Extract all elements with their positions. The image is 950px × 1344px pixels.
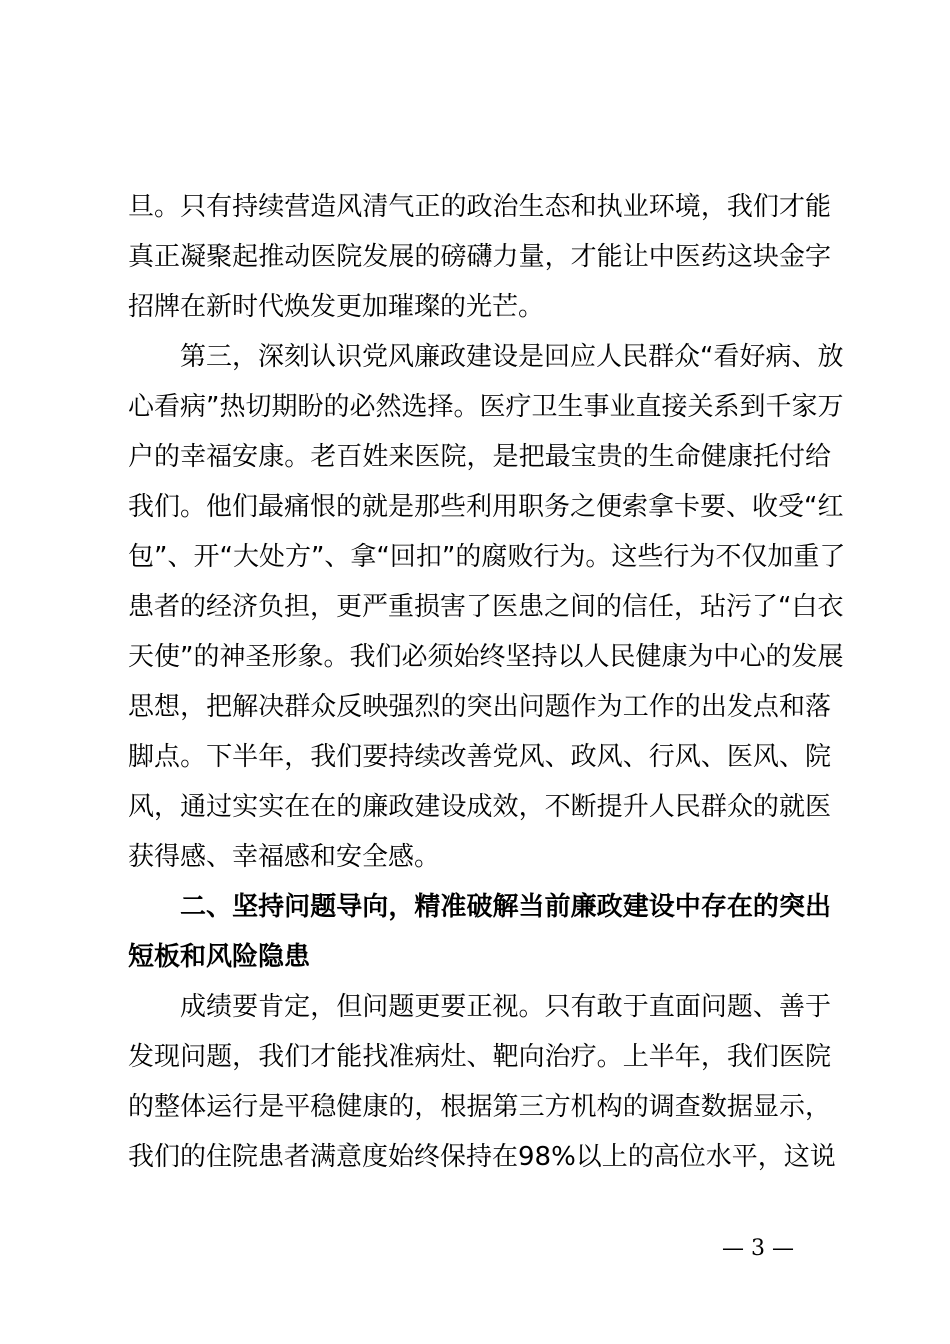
page-number: — 3 —: [722, 1236, 794, 1261]
text-line: 我们的住院患者满意度始终保持在98%以上的高位水平，这说: [128, 1142, 836, 1172]
text-line: 第三，深刻认识党风廉政建设是回应人民群众“看好病、放: [180, 342, 844, 372]
paragraph: [128, 982, 836, 1182]
text-line: 脚点。下半年，我们要持续改善党风、政风、行风、医风、院: [128, 742, 831, 772]
paragraph: [128, 182, 831, 332]
text-line: 天使”的神圣形象。我们必须始终坚持以人民健康为中心的发展: [128, 642, 844, 672]
document-body: [128, 182, 846, 1182]
text-line: 患者的经济负担，更严重损害了医患之间的信任，玷污了“白衣: [128, 592, 844, 622]
text-line: 思想，把解决群众反映强烈的突出问题作为工作的出发点和落: [128, 692, 831, 722]
text-line: 获得感、幸福感和安全感。: [128, 842, 441, 872]
text-line: 真正凝聚起推动医院发展的磅礴力量，才能让中医药这块金字: [128, 242, 831, 272]
text-line: 的整体运行是平稳健康的，根据第三方机构的调查数据显示，: [128, 1092, 831, 1122]
text-line: 旦。只有持续营造风清气正的政治生态和执业环境，我们才能: [128, 192, 831, 222]
text-line: 包”、开“大处方”、拿“回扣”的腐败行为。这些行为不仅加重了: [128, 542, 846, 572]
text-line: 短板和风险隐患: [128, 942, 311, 972]
text-line: 发现问题，我们才能找准病灶、靶向治疗。上半年，我们医院: [128, 1042, 831, 1072]
text-line: 我们。他们最痛恨的就是那些利用职务之便索拿卡要、收受“红: [128, 492, 844, 522]
paragraph: [128, 332, 846, 882]
text-line: 心看病”热切期盼的必然选择。医疗卫生事业直接关系到千家万: [128, 392, 844, 422]
text-line: 户的幸福安康。老百姓来医院，是把最宝贵的生命健康托付给: [128, 442, 831, 472]
text-line: 招牌在新时代焕发更加璀璨的光芒。: [128, 292, 545, 322]
text-line: 成绩要肯定，但问题更要正视。只有敢于直面问题、善于: [180, 992, 831, 1022]
text-line: 二、坚持问题导向，精准破解当前廉政建设中存在的突出: [180, 892, 831, 922]
text-line: 风，通过实实在在的廉政建设成效，不断提升人民群众的就医: [128, 792, 831, 822]
section-heading: [128, 882, 831, 982]
